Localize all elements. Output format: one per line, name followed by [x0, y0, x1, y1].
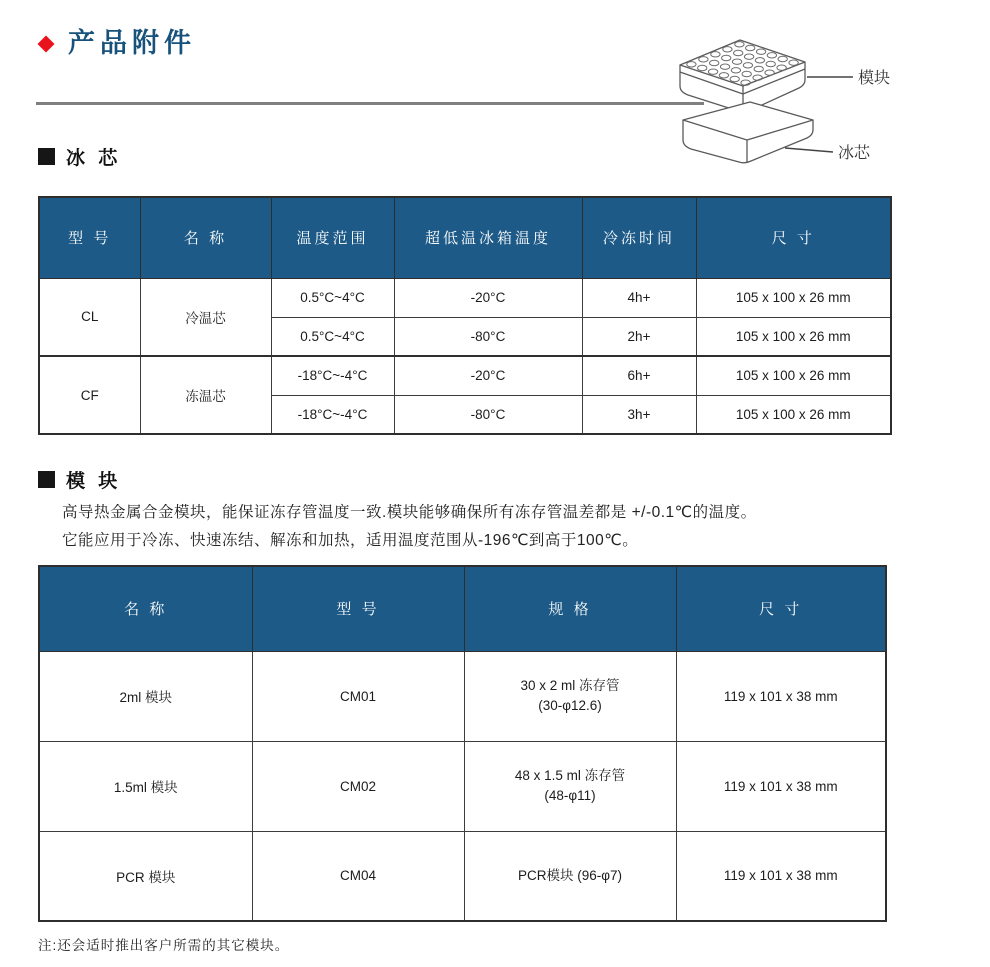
page-title: 产品附件	[68, 28, 196, 58]
cell-size: 105 x 100 x 26 mm	[696, 395, 891, 434]
ice-core-leader-line	[785, 148, 833, 152]
cell-temp-range: -18°C~-4°C	[271, 356, 394, 395]
square-bullet-icon	[38, 471, 55, 488]
cell-name: 冷温芯	[140, 278, 271, 356]
page-title-row	[40, 30, 196, 57]
cell-size: 105 x 100 x 26 mm	[696, 317, 891, 356]
spec-line1: 48 x 1.5 ml 冻存管	[514, 768, 626, 783]
table-row	[39, 741, 886, 831]
ice-core-table-header-row	[39, 197, 891, 278]
cell-name: 1.5ml 模块	[39, 741, 252, 831]
diamond-bullet-icon	[38, 35, 55, 52]
column-header-freeze-time: 冷冻时间	[582, 197, 696, 278]
cell-temp-range: -18°C~-4°C	[271, 395, 394, 434]
cell-freeze-time: 3h+	[582, 395, 696, 434]
module-description-line2: 它能应用于冷冻、快速冻结、解冻和加热，适用温度范围从-196℃到高于100℃。	[62, 532, 639, 549]
cell-model: CM02	[252, 741, 464, 831]
module-ice-core-drawing	[655, 20, 985, 180]
cell-freeze-time: 4h+	[582, 278, 696, 317]
cell-name: PCR 模块	[39, 831, 252, 921]
cell-size: 119 x 101 x 38 mm	[676, 831, 886, 921]
table-row	[39, 831, 886, 921]
column-header-model: 型 号	[39, 197, 140, 278]
cell-model: CL	[39, 278, 140, 356]
spec-line1: PCR模块 (96-φ7)	[517, 867, 623, 883]
column-header-size: 尺 寸	[696, 197, 891, 278]
spec-line1: 30 x 2 ml 冻存管	[520, 678, 620, 693]
table-row	[39, 278, 891, 317]
cell-freezer-temp: -80°C	[394, 395, 582, 434]
column-header-temp-range: 温度范围	[271, 197, 394, 278]
title-underline	[36, 102, 704, 105]
column-header-size: 尺 寸	[676, 566, 886, 651]
module-table-header-row	[39, 566, 886, 651]
module-table	[38, 565, 887, 922]
cell-size: 119 x 101 x 38 mm	[676, 651, 886, 741]
cell-size: 119 x 101 x 38 mm	[676, 741, 886, 831]
cell-model: CM04	[252, 831, 464, 921]
cell-freezer-temp: -20°C	[394, 356, 582, 395]
cell-freeze-time: 6h+	[582, 356, 696, 395]
table-row	[39, 651, 886, 741]
cell-name: 2ml 模块	[39, 651, 252, 741]
section-title-module: 模 块	[66, 471, 122, 492]
cell-temp-range: 0.5°C~4°C	[271, 278, 394, 317]
cell-temp-range: 0.5°C~4°C	[271, 317, 394, 356]
ice-core-label: 冰芯	[838, 145, 871, 162]
cell-spec	[464, 651, 676, 741]
cell-freezer-temp: -80°C	[394, 317, 582, 356]
square-bullet-icon	[38, 148, 55, 165]
spec-line2: (48-φ11)	[544, 788, 596, 803]
cell-model: CM01	[252, 651, 464, 741]
module-description	[62, 499, 757, 555]
product-illustration	[655, 20, 985, 180]
section-title-ice-core: 冰 芯	[66, 148, 122, 169]
footer-note: 注:还会适时推出客户所需的其它模块。	[38, 938, 290, 953]
column-header-name: 名 称	[140, 197, 271, 278]
cell-freeze-time: 2h+	[582, 317, 696, 356]
cell-model: CF	[39, 356, 140, 434]
section-header-ice-core	[38, 143, 121, 170]
cell-spec	[464, 741, 676, 831]
cell-spec	[464, 831, 676, 921]
module-label: 模块	[858, 70, 891, 87]
column-header-freezer-temp: 超低温冰箱温度	[394, 197, 582, 278]
column-header-spec: 规 格	[464, 566, 676, 651]
spec-line2: (30-φ12.6)	[538, 698, 602, 713]
table-row	[39, 356, 891, 395]
ice-core-table	[38, 196, 892, 435]
cell-size: 105 x 100 x 26 mm	[696, 356, 891, 395]
column-header-name: 名 称	[39, 566, 252, 651]
cell-freezer-temp: -20°C	[394, 278, 582, 317]
column-header-model: 型 号	[252, 566, 464, 651]
cell-size: 105 x 100 x 26 mm	[696, 278, 891, 317]
section-header-module	[38, 466, 121, 493]
cell-name: 冻温芯	[140, 356, 271, 434]
module-description-line1: 高导热金属合金模块，能保证冻存管温度一致.模块能够确保所有冻存管温差都是 +/-0.1℃的温度。	[62, 504, 757, 521]
